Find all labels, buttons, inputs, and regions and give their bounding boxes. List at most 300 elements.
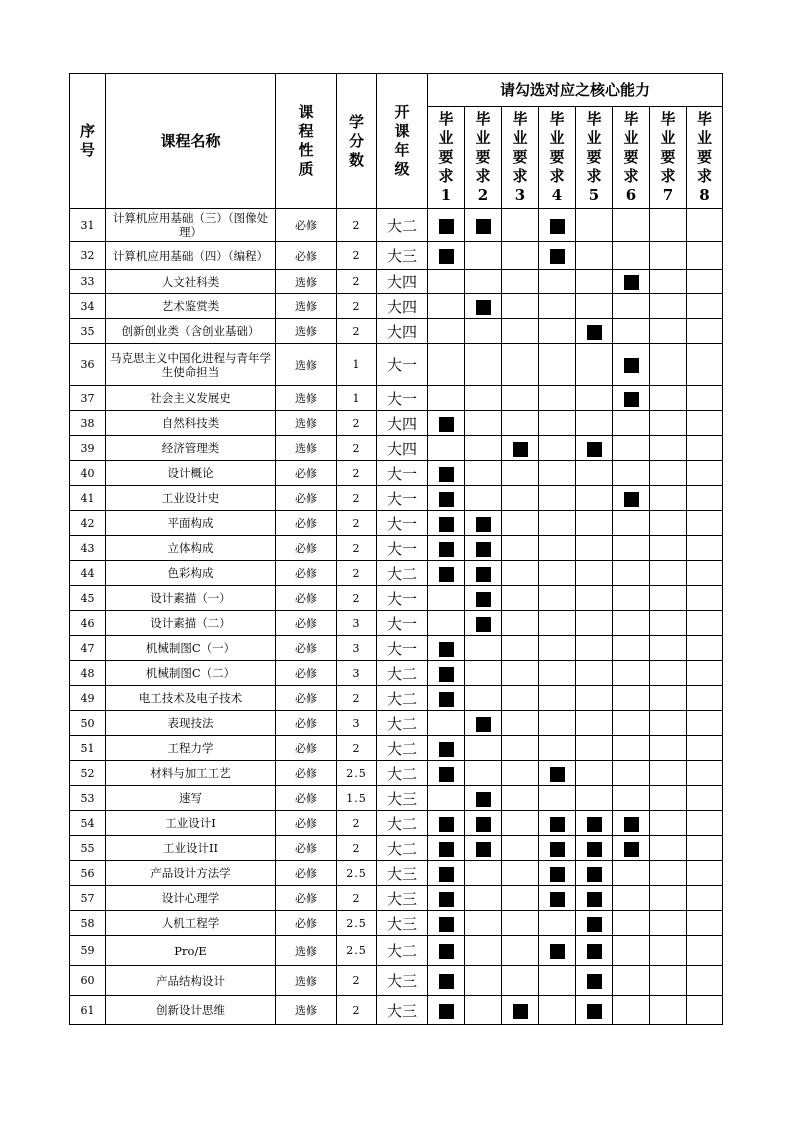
requirement-cell-4[interactable] bbox=[539, 611, 576, 636]
requirement-cell-2[interactable] bbox=[465, 611, 502, 636]
requirement-cell-8[interactable] bbox=[687, 319, 723, 344]
course-credit: 2 bbox=[337, 486, 377, 511]
requirement-cell-4[interactable] bbox=[539, 411, 576, 436]
requirement-cell-4[interactable] bbox=[539, 536, 576, 561]
requirement-cell-4[interactable] bbox=[539, 561, 576, 586]
requirement-cell-2[interactable] bbox=[465, 242, 502, 270]
requirement-cell-1[interactable] bbox=[428, 242, 465, 270]
requirement-cell-5[interactable] bbox=[576, 761, 613, 786]
requirement-cell-3[interactable] bbox=[502, 761, 539, 786]
requirement-cell-8[interactable] bbox=[687, 936, 723, 966]
requirement-cell-2[interactable] bbox=[465, 461, 502, 486]
requirement-cell-2[interactable] bbox=[465, 786, 502, 811]
requirement-cell-1[interactable] bbox=[428, 811, 465, 836]
requirement-cell-7[interactable] bbox=[650, 911, 687, 936]
requirement-cell-1[interactable] bbox=[428, 996, 465, 1025]
requirement-cell-1[interactable] bbox=[428, 411, 465, 436]
requirement-cell-5[interactable] bbox=[576, 242, 613, 270]
requirement-cell-1[interactable] bbox=[428, 536, 465, 561]
requirement-cell-4[interactable] bbox=[539, 209, 576, 242]
requirement-cell-4[interactable] bbox=[539, 836, 576, 861]
requirement-cell-4[interactable] bbox=[539, 711, 576, 736]
requirement-cell-1[interactable] bbox=[428, 586, 465, 611]
requirement-cell-3[interactable] bbox=[502, 836, 539, 861]
requirement-cell-1[interactable] bbox=[428, 561, 465, 586]
header-req-5: 毕业要求5 bbox=[576, 107, 613, 209]
requirement-cell-5[interactable] bbox=[576, 936, 613, 966]
requirement-cell-7[interactable] bbox=[650, 811, 687, 836]
requirement-cell-1[interactable] bbox=[428, 611, 465, 636]
requirement-cell-7[interactable] bbox=[650, 686, 687, 711]
requirement-cell-2[interactable] bbox=[465, 761, 502, 786]
requirement-cell-5[interactable] bbox=[576, 319, 613, 344]
requirement-cell-1[interactable] bbox=[428, 209, 465, 242]
header-course-type: 课程性质 bbox=[276, 74, 337, 209]
requirement-cell-3[interactable] bbox=[502, 294, 539, 319]
requirement-cell-8[interactable] bbox=[687, 436, 723, 461]
requirement-cell-7[interactable] bbox=[650, 736, 687, 761]
requirement-cell-1[interactable] bbox=[428, 344, 465, 386]
requirement-cell-8[interactable] bbox=[687, 270, 723, 294]
checked-box-icon bbox=[439, 567, 454, 582]
requirement-cell-3[interactable] bbox=[502, 511, 539, 536]
requirement-cell-2[interactable] bbox=[465, 661, 502, 686]
checked-box-icon bbox=[439, 517, 454, 532]
requirement-cell-3[interactable] bbox=[502, 319, 539, 344]
requirement-cell-2[interactable] bbox=[465, 270, 502, 294]
requirement-cell-8[interactable] bbox=[687, 294, 723, 319]
requirement-cell-5[interactable] bbox=[576, 411, 613, 436]
requirement-cell-1[interactable] bbox=[428, 736, 465, 761]
checked-box-icon bbox=[587, 917, 602, 932]
requirement-cell-2[interactable] bbox=[465, 294, 502, 319]
requirement-cell-2[interactable] bbox=[465, 536, 502, 561]
table-row bbox=[70, 270, 723, 294]
course-year: 大二 bbox=[377, 836, 428, 861]
requirement-cell-7[interactable] bbox=[650, 386, 687, 411]
requirement-cell-5[interactable] bbox=[576, 686, 613, 711]
requirement-cell-3[interactable] bbox=[502, 344, 539, 386]
requirement-cell-5[interactable] bbox=[576, 886, 613, 911]
requirement-cell-3[interactable] bbox=[502, 242, 539, 270]
requirement-cell-8[interactable] bbox=[687, 886, 723, 911]
requirement-cell-3[interactable] bbox=[502, 536, 539, 561]
requirement-cell-3[interactable] bbox=[502, 209, 539, 242]
requirement-cell-5[interactable] bbox=[576, 536, 613, 561]
requirement-cell-8[interactable] bbox=[687, 536, 723, 561]
requirement-cell-2[interactable] bbox=[465, 636, 502, 661]
requirement-cell-1[interactable] bbox=[428, 436, 465, 461]
requirement-cell-1[interactable] bbox=[428, 936, 465, 966]
requirement-cell-8[interactable] bbox=[687, 761, 723, 786]
course-name: 人机工程学 bbox=[106, 911, 276, 936]
course-credit: 1.5 bbox=[337, 786, 377, 811]
requirement-cell-6[interactable] bbox=[613, 436, 650, 461]
requirement-cell-5[interactable] bbox=[576, 811, 613, 836]
requirement-cell-7[interactable] bbox=[650, 586, 687, 611]
requirement-cell-3[interactable] bbox=[502, 586, 539, 611]
requirement-cell-5[interactable] bbox=[576, 436, 613, 461]
requirement-cell-8[interactable] bbox=[687, 411, 723, 436]
requirement-cell-4[interactable] bbox=[539, 436, 576, 461]
requirement-cell-7[interactable] bbox=[650, 511, 687, 536]
requirement-cell-2[interactable] bbox=[465, 411, 502, 436]
requirement-cell-5[interactable] bbox=[576, 836, 613, 861]
course-name: 计算机应用基础（四）（编程） bbox=[106, 242, 276, 270]
course-credit: 2.5 bbox=[337, 761, 377, 786]
requirement-cell-5[interactable] bbox=[576, 270, 613, 294]
requirement-cell-7[interactable] bbox=[650, 461, 687, 486]
row-number: 59 bbox=[70, 936, 106, 966]
requirement-cell-3[interactable] bbox=[502, 461, 539, 486]
requirement-cell-5[interactable] bbox=[576, 386, 613, 411]
checked-box-icon bbox=[476, 792, 491, 807]
requirement-cell-5[interactable] bbox=[576, 344, 613, 386]
requirement-cell-8[interactable] bbox=[687, 966, 723, 996]
requirement-cell-5[interactable] bbox=[576, 294, 613, 319]
requirement-cell-7[interactable] bbox=[650, 886, 687, 911]
requirement-cell-8[interactable] bbox=[687, 636, 723, 661]
requirement-cell-1[interactable] bbox=[428, 836, 465, 861]
requirement-cell-1[interactable] bbox=[428, 270, 465, 294]
table-row bbox=[70, 736, 723, 761]
requirement-cell-5[interactable] bbox=[576, 996, 613, 1025]
course-year: 大二 bbox=[377, 561, 428, 586]
requirement-cell-4[interactable] bbox=[539, 586, 576, 611]
requirement-cell-2[interactable] bbox=[465, 319, 502, 344]
requirement-cell-5[interactable] bbox=[576, 861, 613, 886]
requirement-cell-4[interactable] bbox=[539, 294, 576, 319]
requirement-cell-3[interactable] bbox=[502, 636, 539, 661]
requirement-cell-1[interactable] bbox=[428, 511, 465, 536]
requirement-cell-5[interactable] bbox=[576, 911, 613, 936]
requirement-cell-3[interactable] bbox=[502, 811, 539, 836]
requirement-cell-2[interactable] bbox=[465, 386, 502, 411]
requirement-cell-6[interactable] bbox=[613, 936, 650, 966]
requirement-cell-8[interactable] bbox=[687, 209, 723, 242]
requirement-cell-6[interactable] bbox=[613, 611, 650, 636]
requirement-cell-4[interactable] bbox=[539, 319, 576, 344]
requirement-cell-2[interactable] bbox=[465, 436, 502, 461]
requirement-cell-6[interactable] bbox=[613, 511, 650, 536]
checked-box-icon bbox=[439, 542, 454, 557]
checked-box-icon bbox=[439, 667, 454, 682]
checked-box-icon bbox=[550, 249, 565, 264]
requirement-cell-6[interactable] bbox=[613, 209, 650, 242]
requirement-cell-2[interactable] bbox=[465, 486, 502, 511]
requirement-cell-6[interactable] bbox=[613, 711, 650, 736]
requirement-cell-3[interactable] bbox=[502, 966, 539, 996]
requirement-cell-2[interactable] bbox=[465, 686, 502, 711]
requirement-cell-8[interactable] bbox=[687, 661, 723, 686]
requirement-cell-8[interactable] bbox=[687, 386, 723, 411]
requirement-cell-1[interactable] bbox=[428, 319, 465, 344]
requirement-cell-2[interactable] bbox=[465, 561, 502, 586]
checked-box-icon bbox=[550, 892, 565, 907]
requirement-cell-3[interactable] bbox=[502, 486, 539, 511]
requirement-cell-7[interactable] bbox=[650, 836, 687, 861]
requirement-cell-6[interactable] bbox=[613, 344, 650, 386]
requirement-cell-3[interactable] bbox=[502, 611, 539, 636]
requirement-cell-2[interactable] bbox=[465, 511, 502, 536]
requirement-cell-4[interactable] bbox=[539, 270, 576, 294]
requirement-cell-4[interactable] bbox=[539, 736, 576, 761]
course-credit: 1 bbox=[337, 344, 377, 386]
requirement-cell-5[interactable] bbox=[576, 736, 613, 761]
requirement-cell-4[interactable] bbox=[539, 886, 576, 911]
requirement-cell-8[interactable] bbox=[687, 686, 723, 711]
course-type: 必修 bbox=[276, 611, 337, 636]
checked-box-icon bbox=[550, 219, 565, 234]
requirement-cell-1[interactable] bbox=[428, 966, 465, 996]
course-type: 必修 bbox=[276, 586, 337, 611]
course-year: 大一 bbox=[377, 586, 428, 611]
requirement-cell-7[interactable] bbox=[650, 636, 687, 661]
requirement-cell-6[interactable] bbox=[613, 886, 650, 911]
requirement-cell-8[interactable] bbox=[687, 786, 723, 811]
requirement-cell-5[interactable] bbox=[576, 786, 613, 811]
requirement-cell-7[interactable] bbox=[650, 486, 687, 511]
requirement-cell-4[interactable] bbox=[539, 911, 576, 936]
requirement-cell-6[interactable] bbox=[613, 242, 650, 270]
requirement-cell-4[interactable] bbox=[539, 636, 576, 661]
requirement-cell-2[interactable] bbox=[465, 344, 502, 386]
checked-box-icon bbox=[587, 325, 602, 340]
requirement-cell-7[interactable] bbox=[650, 861, 687, 886]
requirement-cell-7[interactable] bbox=[650, 209, 687, 242]
course-name: 工业设计史 bbox=[106, 486, 276, 511]
requirement-cell-7[interactable] bbox=[650, 270, 687, 294]
requirement-cell-3[interactable] bbox=[502, 686, 539, 711]
requirement-cell-5[interactable] bbox=[576, 636, 613, 661]
requirement-cell-2[interactable] bbox=[465, 861, 502, 886]
requirement-cell-8[interactable] bbox=[687, 736, 723, 761]
requirement-cell-6[interactable] bbox=[613, 761, 650, 786]
requirement-cell-2[interactable] bbox=[465, 711, 502, 736]
requirement-cell-2[interactable] bbox=[465, 936, 502, 966]
requirement-cell-5[interactable] bbox=[576, 511, 613, 536]
requirement-cell-8[interactable] bbox=[687, 344, 723, 386]
course-name: 机械制图C（二） bbox=[106, 661, 276, 686]
requirement-cell-4[interactable] bbox=[539, 761, 576, 786]
checked-box-icon bbox=[587, 442, 602, 457]
requirement-cell-4[interactable] bbox=[539, 686, 576, 711]
requirement-cell-1[interactable] bbox=[428, 911, 465, 936]
requirement-cell-4[interactable] bbox=[539, 936, 576, 966]
requirement-cell-7[interactable] bbox=[650, 786, 687, 811]
requirement-cell-8[interactable] bbox=[687, 561, 723, 586]
requirement-cell-2[interactable] bbox=[465, 811, 502, 836]
row-number: 44 bbox=[70, 561, 106, 586]
requirement-cell-8[interactable] bbox=[687, 461, 723, 486]
requirement-cell-1[interactable] bbox=[428, 636, 465, 661]
requirement-cell-2[interactable] bbox=[465, 586, 502, 611]
requirement-cell-2[interactable] bbox=[465, 911, 502, 936]
row-number: 46 bbox=[70, 611, 106, 636]
requirement-cell-6[interactable] bbox=[613, 561, 650, 586]
requirement-cell-2[interactable] bbox=[465, 209, 502, 242]
course-credit: 2 bbox=[337, 270, 377, 294]
requirement-cell-5[interactable] bbox=[576, 486, 613, 511]
requirement-cell-3[interactable] bbox=[502, 661, 539, 686]
checked-box-icon bbox=[587, 1004, 602, 1019]
requirement-cell-4[interactable] bbox=[539, 861, 576, 886]
requirement-cell-1[interactable] bbox=[428, 386, 465, 411]
requirement-cell-7[interactable] bbox=[650, 436, 687, 461]
course-name: 艺术鉴赏类 bbox=[106, 294, 276, 319]
requirement-cell-3[interactable] bbox=[502, 936, 539, 966]
requirement-cell-6[interactable] bbox=[613, 736, 650, 761]
requirement-cell-3[interactable] bbox=[502, 561, 539, 586]
requirement-cell-8[interactable] bbox=[687, 911, 723, 936]
requirement-cell-5[interactable] bbox=[576, 461, 613, 486]
requirement-cell-6[interactable] bbox=[613, 636, 650, 661]
requirement-cell-8[interactable] bbox=[687, 996, 723, 1025]
requirement-cell-6[interactable] bbox=[613, 461, 650, 486]
requirement-cell-2[interactable] bbox=[465, 886, 502, 911]
requirement-cell-3[interactable] bbox=[502, 736, 539, 761]
requirement-cell-2[interactable] bbox=[465, 836, 502, 861]
course-credit: 2 bbox=[337, 586, 377, 611]
requirement-cell-7[interactable] bbox=[650, 966, 687, 996]
requirement-cell-2[interactable] bbox=[465, 736, 502, 761]
requirement-cell-6[interactable] bbox=[613, 661, 650, 686]
requirement-cell-4[interactable] bbox=[539, 486, 576, 511]
requirement-cell-7[interactable] bbox=[650, 561, 687, 586]
course-type: 必修 bbox=[276, 786, 337, 811]
requirement-cell-3[interactable] bbox=[502, 911, 539, 936]
requirement-cell-7[interactable] bbox=[650, 996, 687, 1025]
requirement-cell-1[interactable] bbox=[428, 294, 465, 319]
requirement-cell-6[interactable] bbox=[613, 586, 650, 611]
requirement-cell-3[interactable] bbox=[502, 886, 539, 911]
course-type: 必修 bbox=[276, 911, 337, 936]
requirement-cell-5[interactable] bbox=[576, 711, 613, 736]
requirement-cell-3[interactable] bbox=[502, 411, 539, 436]
requirement-cell-5[interactable] bbox=[576, 209, 613, 242]
requirement-cell-7[interactable] bbox=[650, 536, 687, 561]
requirement-cell-4[interactable] bbox=[539, 511, 576, 536]
row-number: 41 bbox=[70, 486, 106, 511]
course-year: 大二 bbox=[377, 711, 428, 736]
requirement-cell-3[interactable] bbox=[502, 386, 539, 411]
requirement-cell-4[interactable] bbox=[539, 242, 576, 270]
requirement-cell-7[interactable] bbox=[650, 344, 687, 386]
requirement-cell-6[interactable] bbox=[613, 811, 650, 836]
requirement-cell-1[interactable] bbox=[428, 711, 465, 736]
course-year: 大一 bbox=[377, 511, 428, 536]
requirement-cell-5[interactable] bbox=[576, 611, 613, 636]
row-number: 31 bbox=[70, 209, 106, 242]
requirement-cell-4[interactable] bbox=[539, 344, 576, 386]
requirement-cell-4[interactable] bbox=[539, 966, 576, 996]
requirement-cell-7[interactable] bbox=[650, 242, 687, 270]
requirement-cell-1[interactable] bbox=[428, 461, 465, 486]
requirement-cell-1[interactable] bbox=[428, 761, 465, 786]
requirement-cell-7[interactable] bbox=[650, 411, 687, 436]
requirement-cell-4[interactable] bbox=[539, 461, 576, 486]
requirement-cell-7[interactable] bbox=[650, 611, 687, 636]
requirement-cell-5[interactable] bbox=[576, 661, 613, 686]
requirement-cell-7[interactable] bbox=[650, 661, 687, 686]
requirement-cell-5[interactable] bbox=[576, 966, 613, 996]
requirement-cell-8[interactable] bbox=[687, 611, 723, 636]
course-name: 产品结构设计 bbox=[106, 966, 276, 996]
requirement-cell-1[interactable] bbox=[428, 861, 465, 886]
requirement-cell-1[interactable] bbox=[428, 661, 465, 686]
requirement-cell-1[interactable] bbox=[428, 686, 465, 711]
requirement-cell-5[interactable] bbox=[576, 586, 613, 611]
requirement-cell-7[interactable] bbox=[650, 711, 687, 736]
course-name: 马克思主义中国化进程与青年学生使命担当 bbox=[106, 344, 276, 386]
course-credit: 1 bbox=[337, 386, 377, 411]
requirement-cell-8[interactable] bbox=[687, 511, 723, 536]
requirement-cell-2[interactable] bbox=[465, 966, 502, 996]
requirement-cell-5[interactable] bbox=[576, 561, 613, 586]
requirement-cell-8[interactable] bbox=[687, 586, 723, 611]
course-name: 立体构成 bbox=[106, 536, 276, 561]
requirement-cell-6[interactable] bbox=[613, 786, 650, 811]
requirement-cell-1[interactable] bbox=[428, 886, 465, 911]
requirement-cell-8[interactable] bbox=[687, 861, 723, 886]
table-row bbox=[70, 611, 723, 636]
requirement-cell-6[interactable] bbox=[613, 966, 650, 996]
requirement-cell-8[interactable] bbox=[687, 836, 723, 861]
checked-box-icon bbox=[550, 767, 565, 782]
requirement-cell-3[interactable] bbox=[502, 270, 539, 294]
requirement-cell-4[interactable] bbox=[539, 386, 576, 411]
requirement-cell-6[interactable] bbox=[613, 270, 650, 294]
requirement-cell-3[interactable] bbox=[502, 861, 539, 886]
requirement-cell-6[interactable] bbox=[613, 996, 650, 1025]
requirement-cell-6[interactable] bbox=[613, 861, 650, 886]
requirement-cell-6[interactable] bbox=[613, 319, 650, 344]
requirement-cell-3[interactable] bbox=[502, 996, 539, 1025]
row-number: 34 bbox=[70, 294, 106, 319]
requirement-cell-3[interactable] bbox=[502, 436, 539, 461]
requirement-cell-1[interactable] bbox=[428, 486, 465, 511]
header-req-4: 毕业要求4 bbox=[539, 107, 576, 209]
requirement-cell-2[interactable] bbox=[465, 996, 502, 1025]
requirement-cell-4[interactable] bbox=[539, 786, 576, 811]
requirement-cell-4[interactable] bbox=[539, 661, 576, 686]
requirement-cell-6[interactable] bbox=[613, 411, 650, 436]
requirement-cell-1[interactable] bbox=[428, 786, 465, 811]
requirement-cell-6[interactable] bbox=[613, 294, 650, 319]
requirement-cell-7[interactable] bbox=[650, 319, 687, 344]
table-row bbox=[70, 486, 723, 511]
course-type: 必修 bbox=[276, 561, 337, 586]
requirement-cell-6[interactable] bbox=[613, 486, 650, 511]
requirement-cell-6[interactable] bbox=[613, 686, 650, 711]
requirement-cell-8[interactable] bbox=[687, 242, 723, 270]
course-type: 选修 bbox=[276, 436, 337, 461]
requirement-cell-6[interactable] bbox=[613, 386, 650, 411]
requirement-cell-3[interactable] bbox=[502, 786, 539, 811]
requirement-cell-4[interactable] bbox=[539, 811, 576, 836]
requirement-cell-7[interactable] bbox=[650, 936, 687, 966]
requirement-cell-8[interactable] bbox=[687, 711, 723, 736]
requirement-cell-7[interactable] bbox=[650, 761, 687, 786]
requirement-cell-6[interactable] bbox=[613, 836, 650, 861]
requirement-cell-4[interactable] bbox=[539, 996, 576, 1025]
requirement-cell-6[interactable] bbox=[613, 536, 650, 561]
requirement-cell-3[interactable] bbox=[502, 711, 539, 736]
requirement-cell-8[interactable] bbox=[687, 486, 723, 511]
requirement-cell-8[interactable] bbox=[687, 811, 723, 836]
requirement-cell-6[interactable] bbox=[613, 911, 650, 936]
requirement-cell-7[interactable] bbox=[650, 294, 687, 319]
